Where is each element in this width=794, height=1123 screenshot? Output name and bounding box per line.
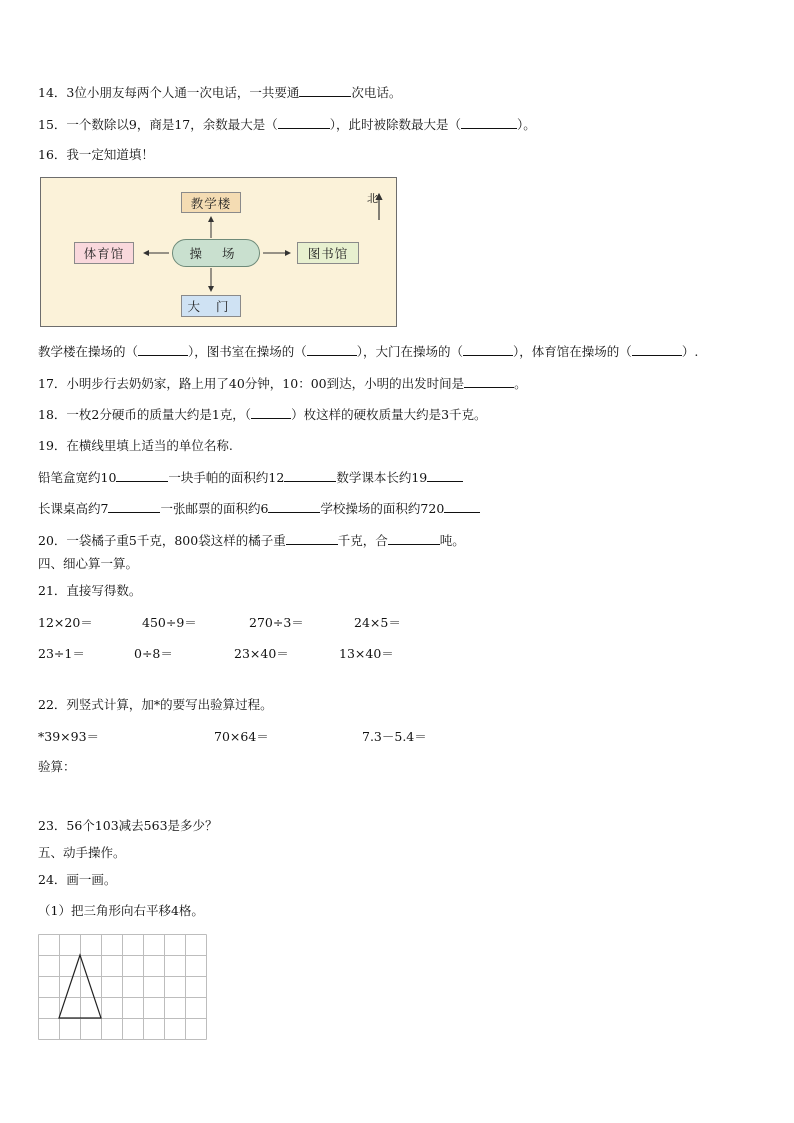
q19-blank[interactable] [108, 500, 160, 513]
q20-text-2: 千克，合 [337, 533, 388, 548]
q16-text-5: ）. [681, 344, 699, 359]
q18-text-2: ）枚这样的硬枚质量大约是3千克。 [291, 407, 487, 422]
q20-text-3: 吨。 [439, 533, 465, 548]
q18-text-1: 18．一枚2分硬币的质量大约是1克，（ [38, 407, 252, 422]
q15-text-1: 15．一个数除以9，商是17，余数最大是（ [38, 117, 278, 132]
question-23: 23．56个103减去563是多少？ [38, 818, 218, 833]
question-20 [38, 532, 465, 549]
q19-blank[interactable] [284, 469, 336, 482]
question-14 [38, 84, 401, 101]
grid-lines [39, 935, 207, 1040]
q19-item: 一块手帕的面积约12 [168, 470, 285, 485]
q21-item: 450÷9＝ [142, 615, 197, 630]
q16-blank-1[interactable] [138, 343, 188, 356]
q20-text-1: 20．一袋橘子重5千克，800袋这样的橘子重 [38, 533, 286, 548]
q16-blank-3[interactable] [463, 343, 513, 356]
q16-text-1: 教学楼在操场的（ [38, 344, 139, 359]
section-4-heading: 四、细心算一算。 [38, 556, 139, 571]
q21-item: 13×40＝ [339, 646, 394, 661]
q19-item: 一张邮票的面积约6 [160, 501, 269, 516]
q16-title: 16．我一定知道填！ [38, 147, 154, 162]
q21-item: 12×20＝ [38, 615, 93, 630]
gym-box: 体育馆 [74, 242, 134, 264]
campus-map [40, 177, 397, 327]
gate-box: 大 门 [181, 295, 241, 317]
q14-answer-blank[interactable] [299, 84, 351, 97]
q16-blank-2[interactable] [307, 343, 357, 356]
q19-item: 铅笔盒宽约10 [38, 470, 117, 485]
q19-blank[interactable] [444, 500, 480, 513]
library-box: 图书馆 [297, 242, 359, 264]
q14-text: 14．3位小朋友每两个人通一次电话，一共要通 [38, 85, 300, 100]
q20-blank-1[interactable] [286, 532, 338, 545]
question-17 [38, 375, 527, 392]
q19-blank[interactable] [427, 469, 463, 482]
q22-item: *39×93＝ [38, 729, 100, 744]
q16-text-4: ），体育馆在操场的（ [513, 344, 632, 359]
section-5-heading: 五、动手操作。 [38, 845, 126, 860]
q22-check-label: 验算： [38, 759, 76, 774]
q17-text: 17．小明步行去奶奶家，路上用了40分钟，10：00到达，小明的出发时间是 [38, 376, 465, 391]
q18-blank[interactable] [251, 406, 291, 419]
q19-item: 长课桌高约7 [38, 501, 109, 516]
q14-text-end: 次电话。 [351, 85, 402, 100]
q19-item: 学校操场的面积约720 [320, 501, 445, 516]
q17-text-end: 。 [514, 376, 527, 391]
q21-item: 23×40＝ [234, 646, 289, 661]
q24-title: 24．画一画。 [38, 872, 117, 887]
q19-item: 数学课本长约19 [336, 470, 428, 485]
q21-item: 23÷1＝ [38, 646, 85, 661]
q22-title: 22．列竖式计算，加*的要写出验算过程。 [38, 697, 273, 712]
square-grid [38, 934, 207, 1040]
q16-blank-4[interactable] [632, 343, 682, 356]
q17-answer-blank[interactable] [464, 375, 514, 388]
q19-row-2 [38, 500, 480, 517]
q16-text-3: ），大门在操场的（ [356, 344, 464, 359]
q24-sub-1: （1）把三角形向右平移4格。 [38, 903, 204, 918]
question-18 [38, 406, 487, 423]
q19-row-1 [38, 469, 463, 486]
field-box: 操 场 [172, 239, 260, 267]
q15-text-3: ）。 [517, 117, 536, 132]
q15-blank-2[interactable] [461, 116, 517, 129]
q22-item: 70×64＝ [214, 729, 269, 744]
q19-blank[interactable] [116, 469, 168, 482]
q15-text-2: ），此时被除数最大是（ [329, 117, 462, 132]
q15-blank-1[interactable] [278, 116, 330, 129]
q16-answer-line [38, 343, 698, 360]
q16-text-2: ），图书室在操场的（ [188, 344, 307, 359]
question-15 [38, 116, 536, 133]
north-label: 北 [367, 192, 378, 205]
q19-blank[interactable] [268, 500, 320, 513]
q21-title: 21．直接写得数。 [38, 583, 142, 598]
q21-item: 24×5＝ [354, 615, 401, 630]
q19-title: 19．在横线里填上适当的单位名称. [38, 438, 233, 453]
q21-item: 0÷8＝ [134, 646, 173, 661]
q20-blank-2[interactable] [388, 532, 440, 545]
q21-item: 270÷3＝ [249, 615, 304, 630]
teaching-building-box: 教学楼 [181, 192, 241, 213]
q22-item: 7.3－5.4＝ [362, 729, 427, 744]
